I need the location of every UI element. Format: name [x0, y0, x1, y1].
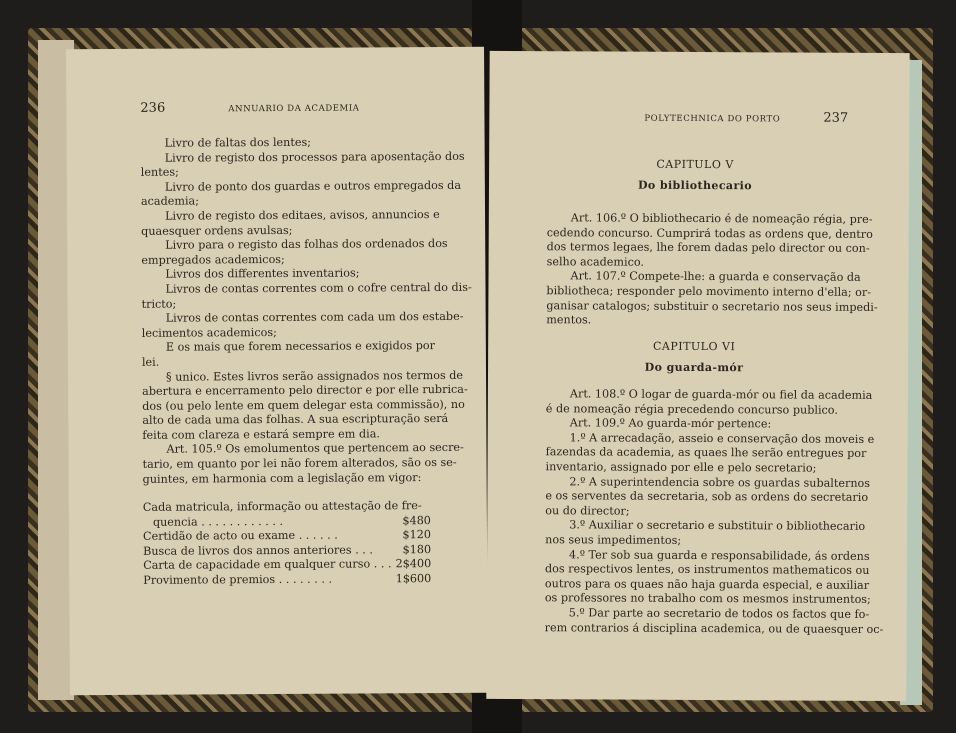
chapter-subtitle: Do guarda-mór [644, 360, 744, 375]
text-line: § unico. Estes livros serão assignados nos termos de [165, 368, 464, 384]
fee-row: Certidão de acto ou exame . . . . . . $120 [142, 528, 432, 544]
text-line: tricto; [141, 297, 177, 311]
text-line: 5.º Dar parte ao secretario de todos os factos que fo- [568, 606, 870, 621]
text-line: mentos. [546, 313, 592, 327]
text-line: Livro de ponto dos guardas e outros empregados da [164, 178, 462, 194]
text-line: ou do director; [545, 503, 630, 518]
text-line: Art. 109.º Ao guarda-mór pertence: [569, 416, 772, 431]
text-line: fazendas da academia, as quaes lhe serão entregues por [545, 445, 867, 461]
text-line: 3.º Auxiliar o secretario e substituir o bibliothecario [569, 518, 866, 534]
text-line: dos (ou pelo lente em quem delegar esta commissão), no [142, 397, 465, 413]
text-line: 2.º A superintendencia sobre os guardas subalternos [569, 474, 871, 490]
text-line: outros para os quaes não haja guarda especial, e auxiliar [544, 576, 870, 592]
text-line: Livro de registo dos processos para aposentação dos [164, 149, 465, 165]
fee-row: Provimento de premios . . . . . . . . 1$600 [143, 572, 432, 587]
text-line: guintes, em harmonia com a legislação em vigor: [142, 470, 422, 486]
text-line: academia; [140, 194, 200, 209]
fee-row: quencia . . . . . . . . . . . . $480 [152, 513, 431, 529]
text-line: abertura e encerramento pelo director e por elle rubrica- [142, 382, 468, 398]
text-line: 4.º Ter sob sua guarda e responsabilidade, ás ordens [569, 547, 870, 563]
text-line: cedendo concurso. Cumprirá todas as ordens que, dentro [546, 225, 873, 241]
text-line: Art. 108.º O logar de guarda-mór ou fiel da academia [569, 387, 873, 402]
text-line: é de nomeação régia precedendo concurso publico. [545, 401, 838, 417]
text-line: Livros de contas correntes com o cofre central do dis- [165, 280, 472, 296]
chapter-title: CAPITULO VI [652, 339, 736, 354]
text-line: empregados academicos; [141, 252, 285, 267]
running-header: POLYTECHNICA DO PORTO [644, 113, 781, 125]
text-line: e os serventes da secretaria, sob as ordens do secretario [545, 489, 869, 505]
fee-row: Busca de livros dos annos anteriores . . . $180 [143, 542, 432, 558]
left-body-text [140, 135, 472, 487]
chapter-subtitle: Do bibliothecario [637, 178, 753, 193]
text-line: inventario, assignado por elle e pelo secretario; [545, 460, 817, 475]
text-line: tario, em quanto por lei não forem alterados, são os se- [142, 455, 457, 471]
fee-row: Cada matricula, informação ou attestação de fre- [142, 499, 422, 514]
text-line: lecimentos academicos; [141, 325, 277, 340]
text-line: quaesquer ordens avulsas; [141, 223, 293, 238]
page-number: 236 [140, 100, 166, 116]
chapter-6-body [544, 387, 884, 637]
chapter-title: CAPITULO V [656, 157, 734, 172]
text-line: Livro para o registo das folhas dos ordenados dos [165, 237, 448, 252]
text-line: Art. 106.º O bibliothecario é de nomeação régia, pre- [570, 211, 873, 226]
chapter-6 [546, 339, 842, 375]
text-line: Livros de contas correntes com cada um dos estabe- [165, 309, 464, 325]
text-line: selho academico. [546, 254, 645, 269]
fee-row: Carta de capacidade em qualquer curso . . . 2$400 [143, 557, 432, 573]
text-line: nos seus impedimentos; [545, 533, 682, 547]
running-header: ANNUARIO DA ACADEMIA [228, 103, 360, 115]
right-page [486, 51, 909, 701]
text-line: Livros dos differentes inventarios; [165, 266, 360, 282]
text-line: feita com clareza e estará sempre em dia. [142, 427, 380, 442]
text-line: bibliotheca; responder pelo movimento interno d'ella; or- [546, 284, 872, 299]
text-line: Art. 105.º Os emolumentos que pertencem ao secre- [166, 441, 464, 457]
text-line: Livro de faltas dos lentes; [164, 135, 312, 150]
text-line: Art. 107.º Compete-lhe: a guarda e conservação da [570, 269, 861, 285]
fee-table [143, 499, 432, 588]
left-page [66, 47, 488, 696]
text-line: rem contrarios á disciplina academica, ou de quaesquer oc- [544, 620, 884, 636]
text-line: 1.º A arrecadação, asseio e conservação dos moveis e [569, 431, 875, 446]
text-line: dos respectivos lentes, os instrumentos mathematicos ou [544, 562, 870, 578]
text-line: lei. [141, 355, 160, 369]
text-line: Livro de registo dos editaes, avisos, annuncios e [165, 207, 440, 223]
chapter-5-body [546, 211, 878, 329]
text-line: dos termos legaes, lhe forem dadas pelo director ou con- [546, 240, 870, 256]
text-line: E os mais que forem necessarios e exigidos por [165, 339, 436, 354]
text-line: alto de cada uma das folhas. A sua escripturação será [142, 412, 449, 428]
chapter-5 [547, 157, 843, 193]
text-line: lentes; [140, 165, 179, 180]
text-line: os professores no trabalho com os mesmos instrumentos; [544, 591, 871, 607]
text-line: ganisar catalogos; substituir o secretario nos seus impedi- [546, 298, 878, 314]
page-number: 237 [823, 110, 849, 126]
